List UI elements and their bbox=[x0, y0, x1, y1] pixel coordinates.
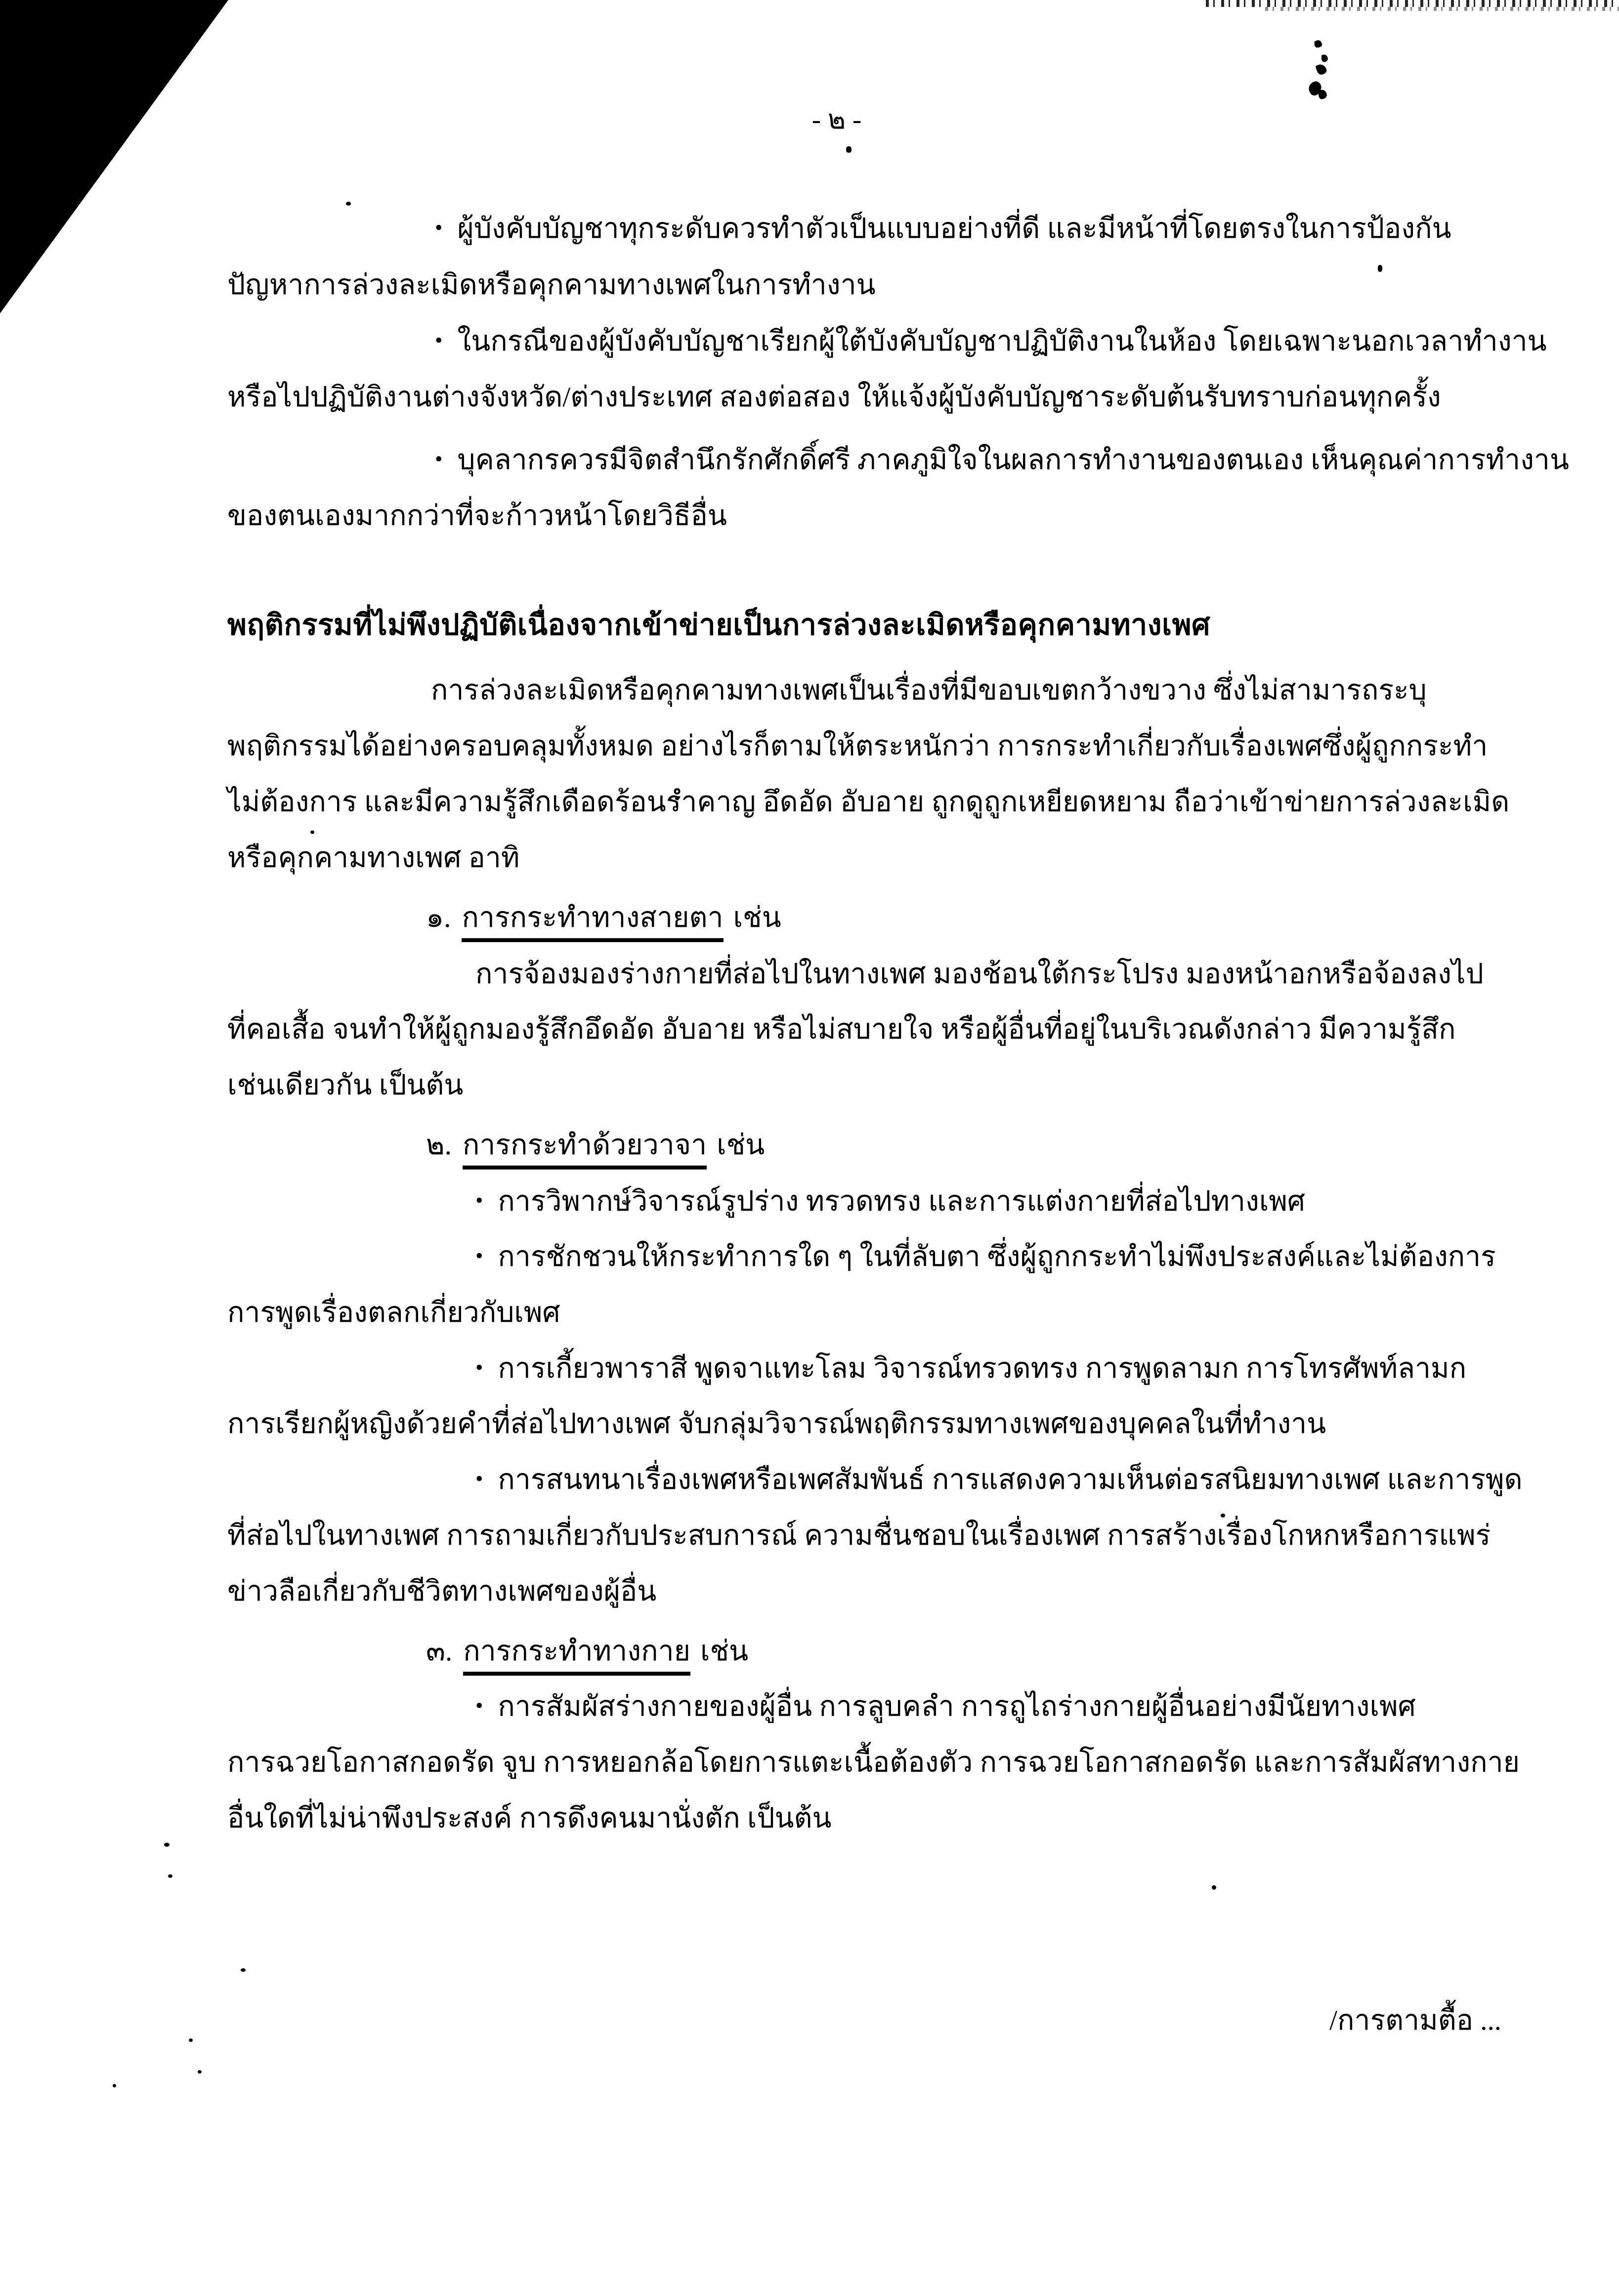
intro-bullet-3-line-2: ของตนเองมากกว่าที่จะก้าวหน้าโดยวิธีอื่น bbox=[227, 500, 727, 531]
item-1-body-line-1: การจ้องมองร่างกายที่ส่อไปในทางเพศ มองช้อนใต้กระโปรง มองหน้าอกหรือจ้องลงไป bbox=[475, 958, 1484, 990]
intro-bullet-1-line-2: ปัญหาการล่วงละเมิดหรือคุกคามทางเพศในการทำงาน bbox=[227, 269, 876, 301]
item-3-number: ๓. bbox=[426, 1636, 453, 1667]
ink-speck bbox=[1221, 1514, 1225, 1517]
intro-bullet-1-line-1 bbox=[435, 214, 1451, 245]
intro-bullet-2-line-1 bbox=[435, 326, 1547, 357]
ink-speck bbox=[241, 1968, 246, 1972]
ink-speck bbox=[113, 2084, 116, 2087]
ink-speck bbox=[198, 2070, 202, 2074]
scan-corner-artifact bbox=[0, 0, 228, 313]
page-number: - ๒ - bbox=[811, 104, 862, 134]
item-3-bullet-1-line-2: การฉวยโอกาสกอดรัด จูบ การหยอกล้อโดยการแตะเนื้อต้องตัว การฉวยโอกาสกอดรัด และการสัมผัสทางกาย bbox=[227, 1747, 1520, 1778]
item-1-heading bbox=[426, 903, 781, 934]
paragraph-line-1: การล่วงละเมิดหรือคุกคามทางเพศเป็นเรื่องที่มีขอบเขตกว้างขวาง ซึ่งไม่สามารถระบุ bbox=[431, 675, 1427, 706]
item-2-heading bbox=[426, 1130, 765, 1161]
item-2-bullet-4-line-2: ที่ส่อไปในทางเพศ การถามเกี่ยวกับประสบการณ์ ความชื่นชอบในเรื่องเพศ การสร้างเรื่องโกหกหรือการแพร่ bbox=[227, 1520, 1491, 1551]
item-2-bullet-1 bbox=[475, 1186, 1305, 1217]
item-2-bullet-1-text: การวิพากษ์วิจารณ์รูปร่าง ทรวดทรง และการแต่งกายที่ส่อไปทางเพศ bbox=[498, 1186, 1306, 1217]
footer-continuation-marker: /การตามตื้อ ... bbox=[1329, 2005, 1501, 2036]
ink-smudge bbox=[1296, 39, 1345, 108]
ink-speck bbox=[168, 1874, 172, 1878]
item-3-tail: เช่น bbox=[700, 1636, 749, 1667]
bullet-icon: • bbox=[435, 216, 443, 240]
item-1-number: ๑. bbox=[426, 902, 451, 933]
bullet-icon: • bbox=[475, 1355, 483, 1380]
paragraph-line-4: หรือคุกคามทางเพศ อาทิ bbox=[227, 842, 520, 873]
paragraph-line-2: พฤติกรรมได้อย่างครอบคลุมทั้งหมด อย่างไรก็ตามให้ตระหนักว่า การกระทำเกี่ยวกับเรื่องเพศซึ่งผู้ถูกกระทำ bbox=[227, 731, 1488, 762]
item-2-bullet-4-line-3: ข่าวลือเกี่ยวกับชีวิตทางเพศของผู้อื่น bbox=[227, 1576, 657, 1607]
item-2-bullet-4-text: การสนทนาเรื่องเพศหรือเพศสัมพันธ์ การแสดงความเห็นต่อรสนิยมทางเพศ และการพูด bbox=[498, 1464, 1523, 1495]
item-1-body-line-2: ที่คอเสื้อ จนทำให้ผู้ถูกมองรู้สึกอึดอัด อับอาย หรือไม่สบายใจ หรือผู้อื่นที่อยู่ในบริเวณดังกล่าว มีความรู้สึก bbox=[227, 1014, 1456, 1045]
bullet-icon: • bbox=[475, 1467, 483, 1491]
bullet-icon: • bbox=[475, 1244, 483, 1268]
ink-speck bbox=[189, 2038, 193, 2042]
intro-bullet-3-text: บุคลากรควรมีจิตสำนึกรักศักดิ์ศรี ภาคภูมิใจในผลการทำงานของตนเอง เห็นคุณค่าการทำงาน bbox=[457, 444, 1569, 476]
item-2-title: การกระทำด้วยวาจา bbox=[463, 1129, 707, 1170]
item-3-heading bbox=[426, 1636, 748, 1667]
bullet-icon: • bbox=[435, 328, 443, 352]
item-2-tail: เช่น bbox=[717, 1129, 765, 1161]
ink-speck bbox=[346, 202, 351, 206]
bullet-icon: • bbox=[435, 447, 443, 471]
bullet-icon: • bbox=[475, 1188, 483, 1213]
item-1-tail: เช่น bbox=[733, 902, 781, 933]
ink-speck bbox=[846, 146, 852, 153]
item-1-title: การกระทำทางสายตา bbox=[462, 902, 723, 942]
scan-edge-noise bbox=[1206, 0, 1619, 7]
item-2-bullet-3 bbox=[475, 1353, 1466, 1385]
intro-bullet-3-line-1 bbox=[435, 445, 1569, 476]
item-1-body-line-3: เช่นเดียวกัน เป็นต้น bbox=[227, 1070, 464, 1101]
item-2-bullet-4 bbox=[475, 1465, 1523, 1496]
ink-speck bbox=[310, 830, 314, 834]
item-3-title: การกระทำทางกาย bbox=[463, 1636, 690, 1676]
item-2-bullet-3-text: การเกี้ยวพาราสี พูดจาแทะโลม วิจารณ์ทรวดทรง การพูดลามก การโทรศัพท์ลามก bbox=[498, 1353, 1467, 1384]
item-2-bullet-2-line-2: การพูดเรื่องตลกเกี่ยวกับเพศ bbox=[227, 1297, 560, 1328]
intro-bullet-2-line-2: หรือไปปฏิบัติงานต่างจังหวัด/ต่างประเทศ สองต่อสอง ให้แจ้งผู้บังคับบัญชาระดับต้นรับทราบก่อนทุกครั้ง bbox=[227, 382, 1441, 413]
intro-bullet-1-text: ผู้บังคับบัญชาทุกระดับควรทำตัวเป็นแบบอย่างที่ดี และมีหน้าที่โดยตรงในการป้องกัน bbox=[457, 213, 1451, 244]
item-2-bullet-2-text: การชักชวนให้กระทำการใด ๆ ในที่ลับตา ซึ่งผู้ถูกกระทำไม่พึงประสงค์และไม่ต้องการ bbox=[498, 1241, 1496, 1272]
ink-speck bbox=[164, 1843, 170, 1847]
item-3-bullet-1-text: การสัมผัสร่างกายของผู้อื่น การลูบคลำ การถูไถร่างกายผู้อื่นอย่างมีนัยทางเพศ bbox=[498, 1691, 1416, 1722]
ink-speck bbox=[1212, 1885, 1216, 1890]
section-heading: พฤติกรรมที่ไม่พึงปฏิบัติเนื่องจากเข้าข่ายเป็นการล่วงละเมิดหรือคุกคามทางเพศ bbox=[227, 608, 1211, 641]
item-2-number: ๒. bbox=[426, 1129, 452, 1161]
ink-speck bbox=[1378, 265, 1382, 272]
scan-edge-noise bbox=[1265, 7, 1619, 11]
paragraph-line-3: ไม่ต้องการ และมีความรู้สึกเดือดร้อนรำคาญ อึดอัด อับอาย ถูกดูถูกเหยียดหยาม ถือว่าเข้าข่ายการล่วงละเมิด bbox=[227, 786, 1510, 818]
item-3-bullet-1 bbox=[475, 1691, 1416, 1723]
item-2-bullet-2 bbox=[475, 1242, 1496, 1273]
bullet-icon: • bbox=[475, 1693, 483, 1718]
item-2-bullet-3-line-2: การเรียกผู้หญิงด้วยคำที่ส่อไปทางเพศ จับกลุ่มวิจารณ์พฤติกรรมทางเพศของบุคคลในที่ทำงาน bbox=[227, 1408, 1326, 1439]
intro-bullet-2-text: ในกรณีของผู้บังคับบัญชาเรียกผู้ใต้บังคับบัญชาปฏิบัติงานในห้อง โดยเฉพาะนอกเวลาทำงาน bbox=[457, 326, 1547, 357]
item-3-bullet-1-line-3: อื่นใดที่ไม่น่าพึงประสงค์ การดึงคนมานั่งตัก เป็นต้น bbox=[227, 1803, 832, 1834]
